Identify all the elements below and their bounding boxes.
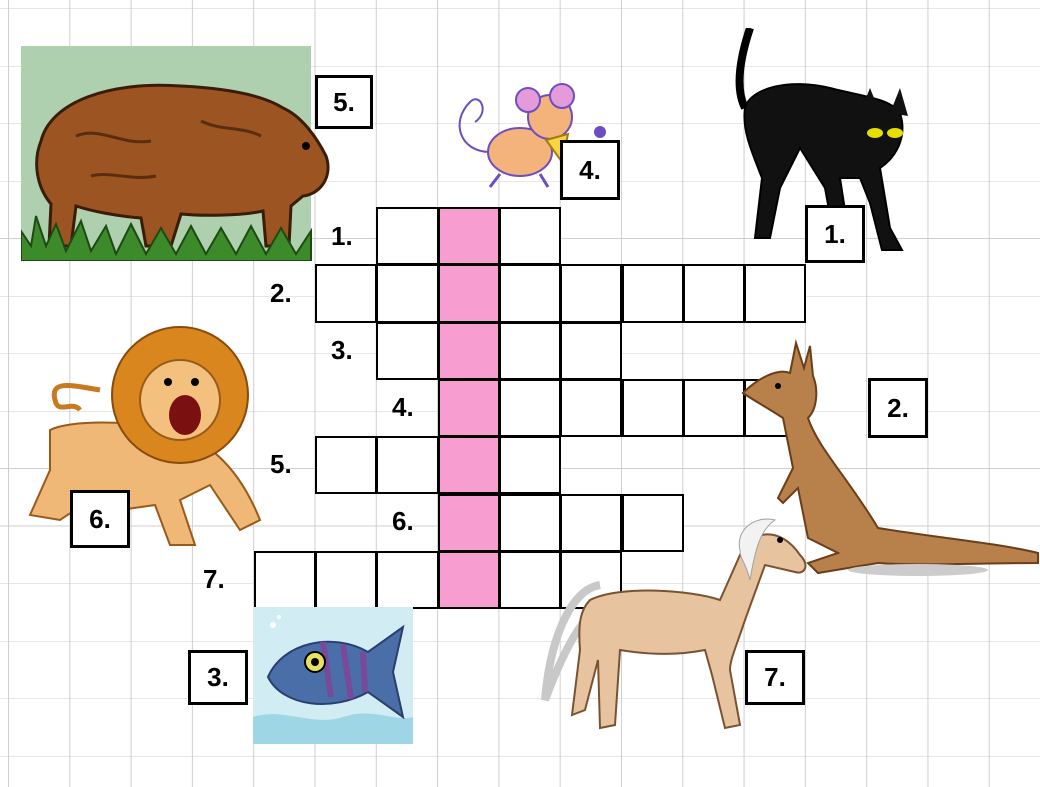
crossword-key-cell[interactable] bbox=[438, 379, 500, 437]
row-label-4: 4. bbox=[392, 392, 414, 422]
crossword-cell[interactable] bbox=[560, 379, 622, 437]
fish-picture bbox=[253, 607, 413, 744]
row-label-5: 5. bbox=[270, 449, 292, 479]
crossword-cell[interactable] bbox=[499, 264, 561, 322]
crossword-cell[interactable] bbox=[376, 207, 438, 265]
crossword-key-cell[interactable] bbox=[438, 207, 500, 265]
clue-box-7: 7. bbox=[745, 650, 805, 705]
clue-box-6: 6. bbox=[70, 490, 130, 548]
crossword-key-cell[interactable] bbox=[438, 494, 500, 552]
clue-box-3: 3. bbox=[188, 650, 248, 705]
clue-box-5: 5. bbox=[315, 75, 373, 129]
crossword-cell[interactable] bbox=[376, 322, 438, 380]
clue-box-2: 2. bbox=[868, 378, 928, 438]
crossword-cell[interactable] bbox=[499, 207, 561, 265]
clue-box-4: 4. bbox=[560, 140, 620, 200]
crossword-cell[interactable] bbox=[499, 436, 561, 494]
bear-picture bbox=[21, 46, 311, 261]
crossword-cell[interactable] bbox=[622, 264, 684, 322]
crossword-key-cell[interactable] bbox=[438, 436, 500, 494]
crossword-cell[interactable] bbox=[744, 264, 806, 322]
horse-picture bbox=[540, 510, 810, 740]
row-label-1: 1. bbox=[331, 221, 353, 251]
crossword-cell[interactable] bbox=[315, 436, 377, 494]
lion-picture bbox=[10, 320, 270, 555]
crossword-key-cell[interactable] bbox=[438, 322, 500, 380]
crossword-cell[interactable] bbox=[560, 264, 622, 322]
crossword-cell[interactable] bbox=[315, 264, 377, 322]
crossword-key-cell[interactable] bbox=[438, 551, 500, 609]
crossword-cell[interactable] bbox=[499, 379, 561, 437]
crossword-cell[interactable] bbox=[254, 551, 316, 609]
row-label-2: 2. bbox=[270, 278, 292, 308]
row-label-7: 7. bbox=[203, 564, 225, 594]
crossword-cell[interactable] bbox=[376, 436, 438, 494]
row-label-3: 3. bbox=[331, 335, 353, 365]
crossword-cell[interactable] bbox=[315, 551, 377, 609]
crossword-cell[interactable] bbox=[683, 264, 745, 322]
crossword-key-cell[interactable] bbox=[438, 264, 500, 322]
crossword-cell[interactable] bbox=[376, 264, 438, 322]
crossword-cell[interactable] bbox=[499, 322, 561, 380]
row-label-6: 6. bbox=[392, 506, 414, 536]
crossword-cell[interactable] bbox=[376, 551, 438, 609]
clue-box-1: 1. bbox=[805, 205, 865, 263]
crossword-cell[interactable] bbox=[622, 379, 684, 437]
crossword-cell[interactable] bbox=[560, 322, 622, 380]
crossword-cell[interactable] bbox=[683, 379, 745, 437]
